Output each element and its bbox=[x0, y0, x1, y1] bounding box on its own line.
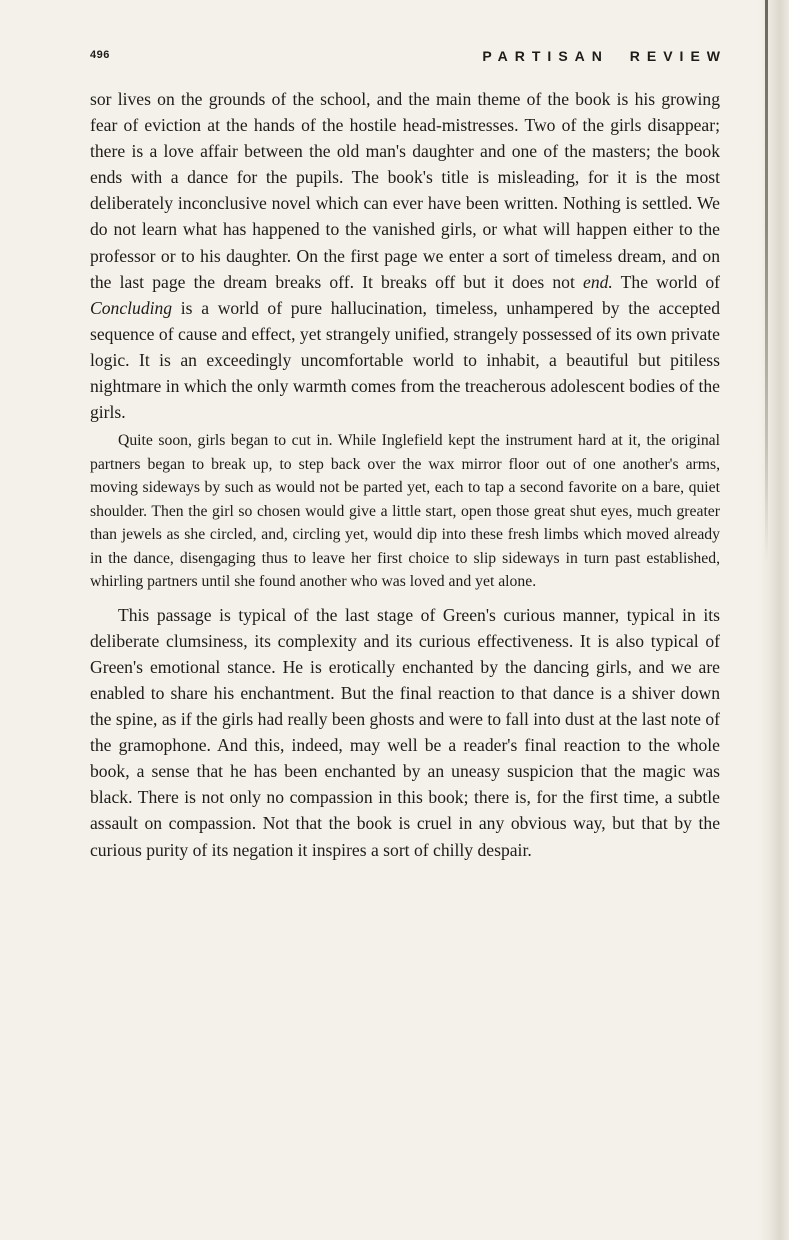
page-header bbox=[90, 48, 727, 69]
article-body bbox=[90, 86, 720, 863]
page-edge-shadow bbox=[759, 0, 789, 1240]
book-title-concluding: Concluding bbox=[90, 297, 173, 318]
running-head: PARTISAN REVIEW bbox=[482, 48, 727, 64]
paragraph-1-text-a: sor lives on the grounds of the school, and the main theme of the book is his growing fear of eviction at the hands of the hostile head-mistresses. Two of the girls disappear; there is a love affair between the old man's daughter and one of the masters; the book ends with a dance for the pupils. The book's title is misleading, for it is the most deliberately inconclusive novel which can ever have been written. Nothing is settled. We do not learn what has happened to the vanished girls, or what will happen either to the professor or to his daughter. On the first page we enter a sort of timeless dream, and on the last page the dream breaks off. It breaks off but it does not bbox=[90, 89, 720, 292]
paragraph-1-text-b: The world of bbox=[612, 271, 721, 292]
emphasis-end: end. bbox=[583, 271, 613, 292]
page-number: 496 bbox=[90, 49, 110, 61]
paragraph-1-text-c: is a world of pure hallucination, timeless, unhampered by the accepted sequence of cause and effect, yet strangely unified, strangely possessed of its own private logic. It is an exceedingly uncomfortable world to inhabit, a beautiful but pitiless nightmare in which the only warmth comes from the treacherous adolescent bodies of the girls. bbox=[90, 297, 720, 423]
paragraph-3: This passage is typical of the last stage of Green's curious manner, typical in its deliberate clumsiness, its complexity and its curious effectiveness. It is also typical of Green's emotional stance. He is erotically enchanted by the dancing girls, and we are enabled to share his enchantment. But the final reaction to that dance is a shiver down the spine, as if the girls had really been ghosts and were to fall into dust at the last note of the gramophone. And this, indeed, may well be a reader's final reaction to the whole book, a sense that he has been enchanted by an uneasy suspicion that the magic was black. There is not only no compassion in this book; there is, for the first time, a subtle assault on compassion. Not that the book is cruel in any obvious way, but that by the curious purity of its negation it inspires a sort of chilly despair. bbox=[90, 604, 720, 860]
paragraph-1 bbox=[90, 86, 720, 425]
block-quote: Quite soon, girls began to cut in. While Inglefield kept the instrument hard at it, the original partners began to break up, to step back over the wax mirror floor out of one another's arms, moving sideways by such as would not be parted yet, each to tap a second favorite on a bare, quiet shoulder. Then the girl so chosen would give a little start, open those great shut eyes, much greater than jewels as she circled, and, circling yet, would dip into these fresh limbs which moved already in the dance, disengaging thus to leave her first choice to slip sideways in turn past established, whirling partners until she found another who was loved and yet alone. bbox=[90, 432, 720, 591]
